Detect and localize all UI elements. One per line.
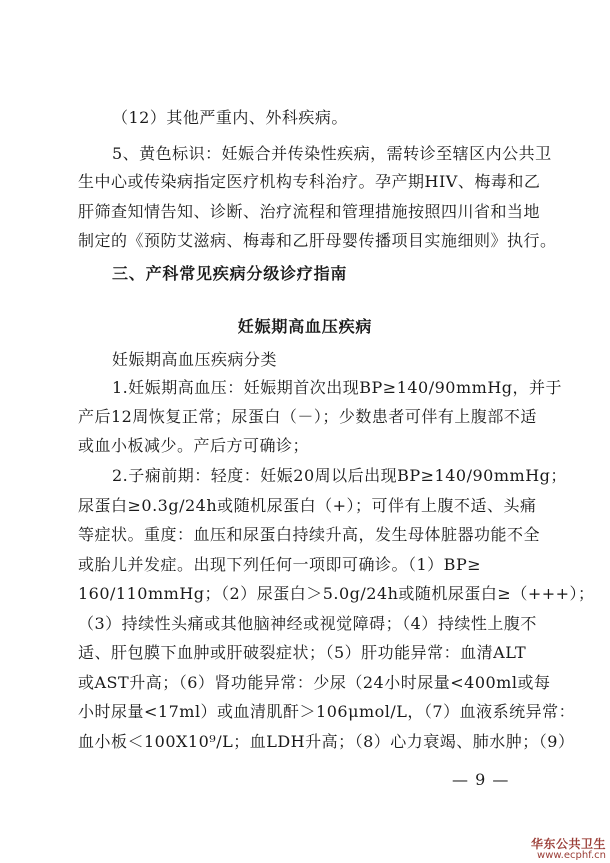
paragraph-line: 产后12周恢复正常；尿蛋白（－）；少数患者可伴有上腹部不适 [78, 407, 537, 426]
paragraph-line: 等症状。重度：血压和尿蛋白持续升高，发生母体脏器功能不全 [78, 525, 541, 544]
page-number: — 9 — [452, 770, 510, 789]
paragraph-line: （3）持续性头痛或其他脑神经或视觉障碍；（4）持续性上腹不 [78, 614, 537, 633]
paragraph-line: 小时尿量<17ml）或血清肌酐＞106μmol/L，（7）血液系统异常： [78, 702, 576, 721]
watermark-url: www.ecphf.cn [537, 850, 606, 861]
paragraph-line: 或血小板减少。产后方可确诊； [78, 436, 310, 455]
subsection-title: 妊娠期高血压疾病 [237, 317, 373, 336]
paragraph-line: 5、黄色标识：妊娠合并传染性疾病，需转诊至辖区内公共卫 [112, 144, 552, 163]
paragraph-line: 2.子痫前期：轻度：妊娠20周以后出现BP≥140/90mmHg； [112, 466, 567, 485]
paragraph-line: 160/110mmHg；（2）尿蛋白＞5.0g/24h或随机尿蛋白≥（+++）； [78, 584, 595, 603]
paragraph-line: 生中心或传染病指定医疗机构专科治疗。孕产期HIV、梅毒和乙 [78, 172, 541, 191]
paragraph-line: 肝筛查知情告知、诊断、治疗流程和管理措施按照四川省和当地 [78, 202, 541, 221]
paragraph-line: 血小板＜100X10⁹/L；血LDH升高；（8）心力衰竭、肺水肿；（9） [78, 732, 575, 751]
paragraph-line: 或AST升高；（6）肾功能异常：少尿（24小时尿量<400ml或每 [78, 673, 551, 692]
paragraph-line: 或胎儿并发症。出现下列任何一项即可确诊。（1）BP≥ [78, 555, 482, 574]
paragraph-line: （12）其他严重内、外科疾病。 [112, 108, 348, 127]
paragraph-line: 制定的《预防艾滋病、梅毒和乙肝母婴传播项目实施细则》执行。 [78, 231, 557, 250]
paragraph-line: 尿蛋白≥0.3g/24h或随机尿蛋白（+）；可伴有上腹不适、头痛 [78, 496, 537, 515]
watermark-name: 华东公共卫生 [530, 837, 606, 851]
paragraph-line: 适、肝包膜下血肿或肝破裂症状；（5）肝功能异常：血清ALT [78, 643, 527, 662]
paragraph-line: 1.妊娠期高血压：妊娠期首次出现BP≥140/90mmHg，并于 [112, 378, 563, 397]
paragraph-line: 妊娠期高血压疾病分类 [112, 350, 278, 369]
section-heading: 三、产科常见疾病分级诊疗指南 [112, 264, 348, 283]
